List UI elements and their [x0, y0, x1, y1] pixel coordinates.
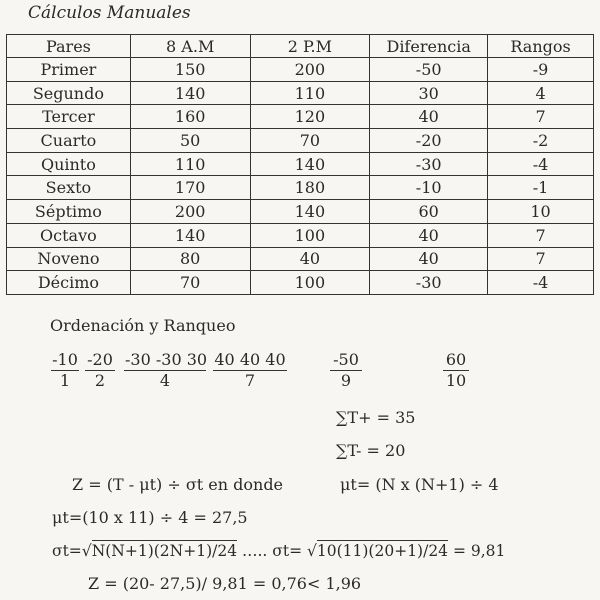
fraction [51, 350, 79, 390]
table-row [7, 129, 594, 153]
value-8am-cell: 70 [130, 271, 250, 295]
pair-name-cell: Tercer [7, 105, 131, 129]
table-row [7, 81, 594, 105]
fraction-numerator: -50 [330, 350, 362, 371]
value-8am-cell: 170 [130, 176, 250, 200]
fraction-numerator: -10 [52, 350, 78, 369]
sigma-radicand-values: 10(11)(20+1)/24 [316, 542, 449, 560]
value-8am-cell: 160 [130, 105, 250, 129]
fraction [85, 350, 115, 390]
pair-name-cell: Primer [7, 58, 131, 82]
rank-cell: 7 [488, 247, 594, 271]
pair-name-cell: Sexto [7, 176, 131, 200]
table-header-row [7, 35, 594, 58]
pair-name-cell: Segundo [7, 81, 131, 105]
value-2pm-cell: 140 [250, 200, 370, 224]
value-2pm-cell: 110 [250, 81, 370, 105]
rank-cell: -9 [488, 58, 594, 82]
table-row [7, 271, 594, 295]
rank-cell: 4 [488, 81, 594, 105]
value-2pm-cell: 200 [250, 58, 370, 82]
value-8am-cell: 110 [130, 152, 250, 176]
z-value: Z = (20- 27,5)/ 9,81 = 0,76< 1,96 [88, 574, 362, 593]
ranking-heading: Ordenación y Ranqueo [50, 316, 236, 335]
z-formula: Z = (T - μt) ÷ σt en donde [72, 475, 284, 494]
sigma-result: = 9,81 [448, 542, 506, 560]
pair-name-cell: Séptimo [7, 200, 131, 224]
value-8am-cell: 150 [130, 58, 250, 82]
value-8am-cell: 80 [130, 247, 250, 271]
value-2pm-cell: 100 [250, 223, 370, 247]
fraction-denominator: 1 [59, 371, 71, 390]
fraction-denominator: 7 [244, 371, 256, 390]
value-2pm-cell: 140 [250, 152, 370, 176]
sigma-formula [52, 542, 505, 560]
rank-cell: -1 [488, 176, 594, 200]
fraction-denominator: 2 [94, 371, 106, 390]
header-pares: Pares [7, 35, 131, 58]
fraction [124, 350, 206, 390]
value-8am-cell: 200 [130, 200, 250, 224]
table-row [7, 176, 594, 200]
difference-cell: 40 [370, 223, 488, 247]
value-2pm-cell: 180 [250, 176, 370, 200]
difference-cell: 60 [370, 200, 488, 224]
table-row [7, 152, 594, 176]
difference-cell: 40 [370, 247, 488, 271]
page-title: Cálculos Manuales [28, 3, 191, 23]
pair-name-cell: Décimo [7, 271, 131, 295]
fraction-numerator: 40 40 40 [214, 350, 286, 369]
difference-cell: -30 [370, 152, 488, 176]
fraction-denominator: 10 [445, 371, 467, 390]
sigma-mid: ….. σt= √ [237, 542, 317, 560]
value-2pm-cell: 40 [250, 247, 370, 271]
pair-name-cell: Octavo [7, 223, 131, 247]
difference-cell: 30 [370, 81, 488, 105]
fraction [330, 350, 362, 390]
table-row [7, 58, 594, 82]
pair-name-cell: Quinto [7, 152, 131, 176]
difference-cell: -50 [370, 58, 488, 82]
mu-formula: μt= (N x (N+1) ÷ 4 [340, 475, 499, 494]
sum-positive: ∑T+ = 35 [336, 408, 416, 427]
value-2pm-cell: 120 [250, 105, 370, 129]
sum-negative: ∑T- = 20 [336, 441, 406, 460]
rank-cell: -4 [488, 271, 594, 295]
table-body [7, 58, 594, 295]
value-8am-cell: 50 [130, 129, 250, 153]
difference-cell: -20 [370, 129, 488, 153]
header-2pm: 2 P.M [250, 35, 370, 58]
table-row [7, 223, 594, 247]
header-8am: 8 A.M [130, 35, 250, 58]
value-8am-cell: 140 [130, 223, 250, 247]
table-row [7, 105, 594, 129]
fraction-denominator: 4 [159, 371, 171, 390]
rank-cell: 10 [488, 200, 594, 224]
mu-value: μt=(10 x 11) ÷ 4 = 27,5 [52, 508, 248, 527]
header-rangos: Rangos [488, 35, 594, 58]
fraction-numerator: -30 -30 30 [125, 350, 208, 369]
difference-cell: -30 [370, 271, 488, 295]
value-2pm-cell: 70 [250, 129, 370, 153]
rank-cell: -4 [488, 152, 594, 176]
fraction-numerator: -20 [85, 350, 115, 371]
data-table [6, 34, 594, 295]
rank-cell: -2 [488, 129, 594, 153]
sigma-prefix: σt=√ [52, 542, 92, 560]
fraction-denominator: 9 [340, 371, 352, 390]
table-row [7, 200, 594, 224]
rank-cell: 7 [488, 223, 594, 247]
header-diferencia: Diferencia [370, 35, 488, 58]
pair-name-cell: Cuarto [7, 129, 131, 153]
fraction-numerator: 60 [443, 350, 469, 371]
sigma-radicand: N(N+1)(2N+1)/24 [91, 542, 238, 560]
table-row [7, 247, 594, 271]
fraction [443, 350, 469, 390]
rank-cell: 7 [488, 105, 594, 129]
pair-name-cell: Noveno [7, 247, 131, 271]
value-2pm-cell: 100 [250, 271, 370, 295]
value-8am-cell: 140 [130, 81, 250, 105]
difference-cell: 40 [370, 105, 488, 129]
difference-cell: -10 [370, 176, 488, 200]
fraction [213, 350, 287, 390]
